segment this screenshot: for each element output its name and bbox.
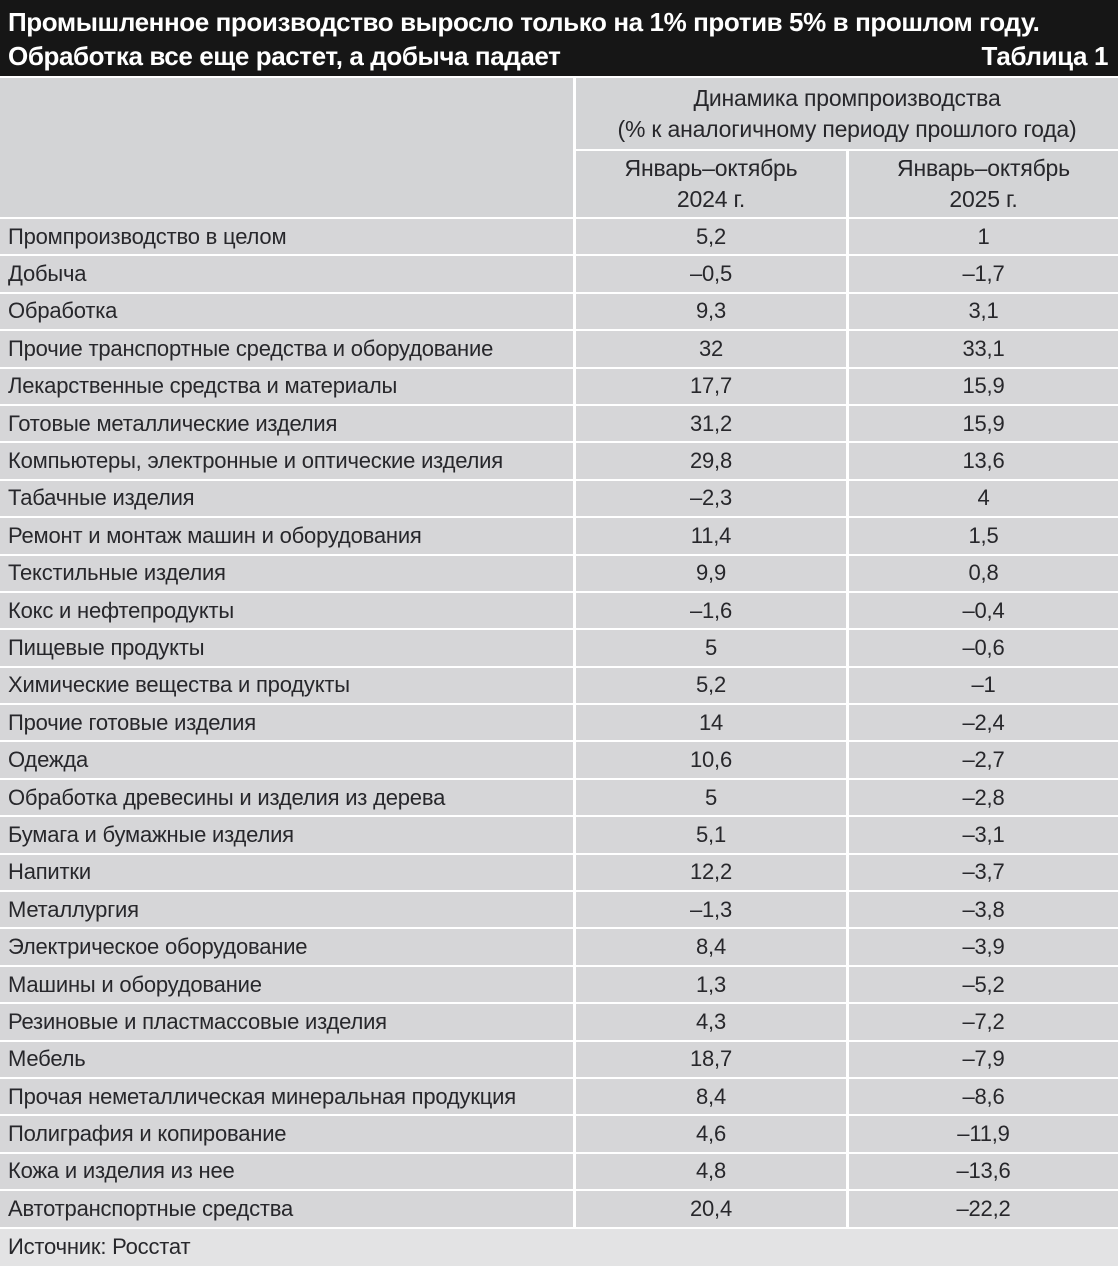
value-2024: 31,2 (576, 406, 846, 441)
value-2024: 5,2 (576, 668, 846, 703)
value-2024: 17,7 (576, 369, 846, 404)
value-2024: –0,5 (576, 256, 846, 291)
source-note: Источник: Росстат (0, 1227, 1118, 1266)
row-label: Прочие транспортные средства и оборудование (0, 331, 573, 366)
value-2025: –1 (849, 668, 1118, 703)
value-2025: –2,8 (849, 780, 1118, 815)
col-header-2025-line1: Январь–октябрь (897, 155, 1070, 181)
row-label: Табачные изделия (0, 481, 573, 516)
value-2025: –3,9 (849, 929, 1118, 964)
col-header-2025-line2: 2025 г. (949, 186, 1018, 212)
row-label: Прочие готовые изделия (0, 705, 573, 740)
row-label: Пищевые продукты (0, 630, 573, 665)
value-2025: –22,2 (849, 1191, 1118, 1226)
value-2025: –3,1 (849, 817, 1118, 852)
value-2025: –11,9 (849, 1116, 1118, 1151)
value-2025: 1 (849, 219, 1118, 254)
row-label: Химические вещества и продукты (0, 668, 573, 703)
row-label: Обработка (0, 294, 573, 329)
row-label: Добыча (0, 256, 573, 291)
row-label: Кокс и нефтепродукты (0, 593, 573, 628)
headline-line2: Обработка все еще растет, а добыча падает (8, 41, 561, 71)
value-2024: 9,3 (576, 294, 846, 329)
row-label: Прочая неметаллическая минеральная продукция (0, 1079, 573, 1114)
row-label: Лекарственные средства и материалы (0, 369, 573, 404)
row-label: Мебель (0, 1042, 573, 1077)
col-header-2024-line2: 2024 г. (676, 186, 746, 212)
value-2025: –2,4 (849, 705, 1118, 740)
group-title-line2: (% к аналогичному периоду прошлого года) (617, 115, 1077, 142)
row-label: Компьютеры, электронные и оптические изделия (0, 443, 573, 478)
value-2025: –7,9 (849, 1042, 1118, 1077)
value-2024: 5,2 (576, 219, 846, 254)
value-2024: 5 (576, 780, 846, 815)
row-label: Машины и оборудование (0, 967, 573, 1002)
headline-line1: Промышленное производство выросло только на 1% против 5% в прошлом году. (8, 7, 1040, 37)
row-label: Промпроизводство в целом (0, 219, 573, 254)
row-label: Бумага и бумажные изделия (0, 817, 573, 852)
value-2024: 11,4 (576, 518, 846, 553)
value-2024: 8,4 (576, 1079, 846, 1114)
value-2024: 12,2 (576, 855, 846, 890)
value-2024: 4,3 (576, 1004, 846, 1039)
value-2025: –3,7 (849, 855, 1118, 890)
value-2025: –0,6 (849, 630, 1118, 665)
value-2024: 8,4 (576, 929, 846, 964)
value-2025: –13,6 (849, 1154, 1118, 1189)
value-2025: –8,6 (849, 1079, 1118, 1114)
value-2024: –1,3 (576, 892, 846, 927)
value-2025: –5,2 (849, 967, 1118, 1002)
col-header-2024-line1: Январь–октябрь (624, 155, 798, 181)
group-header (576, 78, 1118, 149)
row-label: Кожа и изделия из нее (0, 1154, 573, 1189)
value-2024: 5,1 (576, 817, 846, 852)
value-2024: 5 (576, 630, 846, 665)
value-2024: 20,4 (576, 1191, 846, 1226)
row-label: Текстильные изделия (0, 556, 573, 591)
value-2025: –3,8 (849, 892, 1118, 927)
row-label: Одежда (0, 742, 573, 777)
value-2025: 3,1 (849, 294, 1118, 329)
row-label: Электрическое оборудование (0, 929, 573, 964)
value-2024: 18,7 (576, 1042, 846, 1077)
value-2024: 4,8 (576, 1154, 846, 1189)
value-2025: –7,2 (849, 1004, 1118, 1039)
value-2024: 10,6 (576, 742, 846, 777)
value-2025: 13,6 (849, 443, 1118, 478)
value-2025: 4 (849, 481, 1118, 516)
row-label: Металлургия (0, 892, 573, 927)
value-2024: 4,6 (576, 1116, 846, 1151)
value-2024: 32 (576, 331, 846, 366)
value-2025: 15,9 (849, 406, 1118, 441)
value-2025: 1,5 (849, 518, 1118, 553)
corner-cell (0, 78, 573, 217)
value-2025: 15,9 (849, 369, 1118, 404)
row-label: Готовые металлические изделия (0, 406, 573, 441)
value-2024: 9,9 (576, 556, 846, 591)
row-label: Обработка древесины и изделия из дерева (0, 780, 573, 815)
value-2025: –0,4 (849, 593, 1118, 628)
table-number-label: Таблица 1 (981, 41, 1108, 71)
value-2024: –1,6 (576, 593, 846, 628)
row-label: Резиновые и пластмассовые изделия (0, 1004, 573, 1039)
col-header-2024 (576, 151, 846, 217)
value-2025: 33,1 (849, 331, 1118, 366)
value-2025: 0,8 (849, 556, 1118, 591)
row-label: Полиграфия и копирование (0, 1116, 573, 1151)
row-label: Напитки (0, 855, 573, 890)
value-2024: 29,8 (576, 443, 846, 478)
row-label: Ремонт и монтаж машин и оборудования (0, 518, 573, 553)
value-2024: 14 (576, 705, 846, 740)
row-label: Автотранспортные средства (0, 1191, 573, 1226)
value-2025: –1,7 (849, 256, 1118, 291)
col-header-2025 (849, 151, 1118, 217)
group-title-line1: Динамика промпроизводства (693, 84, 1001, 111)
production-table (0, 76, 1118, 1227)
value-2024: 1,3 (576, 967, 846, 1002)
header-bar (0, 0, 1118, 76)
value-2025: –2,7 (849, 742, 1118, 777)
value-2024: –2,3 (576, 481, 846, 516)
